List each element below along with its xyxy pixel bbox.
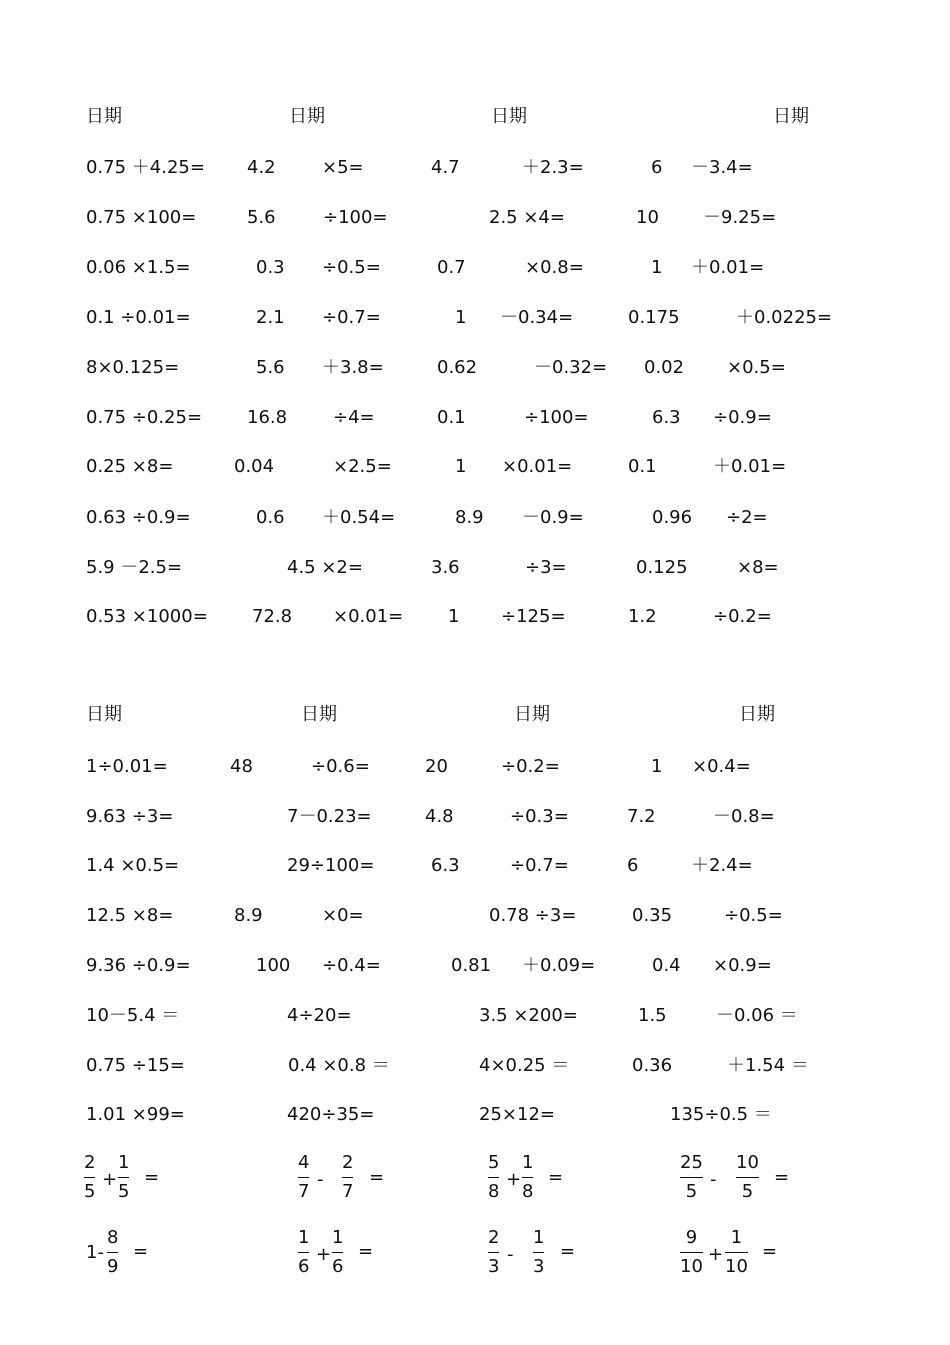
problem-text: ÷0.5=: [724, 905, 783, 926]
problem-text: ÷0.2=: [501, 756, 560, 777]
denominator: 8: [522, 1181, 534, 1202]
problem-text: ÷0.5=: [322, 257, 381, 278]
problem-text: ＋0.0225=: [736, 307, 833, 328]
numerator: 2: [342, 1152, 354, 1173]
problem-text: 4.7: [431, 157, 460, 178]
problem-text: ×0.5=: [727, 357, 786, 378]
fraction-bar: [680, 1177, 703, 1178]
problem-text: ÷0.9=: [713, 407, 772, 428]
problem-text: －9.25=: [703, 207, 777, 228]
denominator: 10: [680, 1256, 703, 1277]
problem-text: ÷0.3=: [510, 806, 569, 827]
denominator: 6: [298, 1256, 310, 1277]
problem-text: 0.6: [256, 507, 285, 528]
problem-text: 1: [651, 756, 663, 777]
denominator: 9: [107, 1256, 119, 1277]
problem-text: 16.8: [247, 407, 288, 428]
problem-text: 0.4: [652, 955, 681, 976]
problem-text: 6.3: [652, 407, 681, 428]
problem-text: ×0=: [322, 905, 364, 926]
problem-text: －0.32=: [534, 357, 608, 378]
problem-text: 72.8: [252, 606, 293, 627]
problem-text: 4×0.25 ＝: [479, 1055, 570, 1076]
date-label: 日期: [514, 704, 550, 725]
fraction: [680, 1227, 703, 1278]
fraction: [107, 1227, 118, 1278]
problem-text: 0.63 ÷0.9=: [86, 507, 191, 528]
fraction-bar: [533, 1252, 544, 1253]
problem-text: ×2.5=: [333, 456, 392, 477]
problem-text: ×0.9=: [713, 955, 772, 976]
fraction-bar: [488, 1252, 499, 1253]
problem-text: ＋0.09=: [522, 955, 596, 976]
fraction: [680, 1152, 703, 1203]
problem-text: 1÷0.01=: [86, 756, 168, 777]
problem-text: 3.6: [431, 557, 460, 578]
problem-text: 0.62: [437, 357, 478, 378]
numerator: 1: [298, 1227, 310, 1248]
problem-text: 0.1: [628, 456, 657, 477]
numerator: 1: [522, 1152, 534, 1173]
equals-sign: =: [133, 1241, 149, 1262]
fraction-bar: [84, 1177, 95, 1178]
problem-text: ×0.01=: [333, 606, 404, 627]
denominator: 3: [488, 1256, 500, 1277]
operator: +: [506, 1169, 522, 1190]
date-label: 日期: [773, 106, 809, 127]
problem-text: 8×0.125=: [86, 357, 180, 378]
date-label: 日期: [86, 704, 122, 725]
leading-term: 1-: [86, 1242, 104, 1263]
problem-text: 0.53 ×1000=: [86, 606, 208, 627]
problem-text: 8.9: [234, 905, 263, 926]
fraction-bar: [107, 1252, 118, 1253]
denominator: 8: [488, 1181, 500, 1202]
fraction: [118, 1152, 129, 1203]
numerator: 4: [298, 1152, 310, 1173]
problem-text: 9.63 ÷3=: [86, 806, 174, 827]
equals-sign: =: [774, 1167, 790, 1188]
denominator: 6: [332, 1256, 344, 1277]
problem-text: ＋0.54=: [322, 507, 396, 528]
problem-text: ÷0.6=: [311, 756, 370, 777]
numerator: 1: [118, 1152, 130, 1173]
problem-text: ÷0.7=: [510, 855, 569, 876]
problem-text: 0.175: [628, 307, 680, 328]
operator: -: [317, 1169, 324, 1190]
fraction-bar: [488, 1177, 499, 1178]
numerator: 25: [680, 1152, 703, 1173]
fraction: [84, 1152, 95, 1203]
problem-text: ＋0.01=: [713, 456, 787, 477]
problem-text: ÷2=: [726, 507, 768, 528]
fraction-bar: [522, 1177, 533, 1178]
problem-text: 4.2: [247, 157, 276, 178]
numerator: 1: [730, 1227, 743, 1248]
numerator: 9: [685, 1227, 698, 1248]
problem-text: ÷100=: [524, 407, 589, 428]
problem-text: 0.1: [437, 407, 466, 428]
problem-text: 0.25 ×8=: [86, 456, 174, 477]
problem-text: ＋2.4=: [691, 855, 753, 876]
problem-text: 4.5 ×2=: [287, 557, 363, 578]
problem-text: ×5=: [322, 157, 364, 178]
fraction-bar: [736, 1177, 759, 1178]
denominator: 5: [685, 1181, 698, 1202]
denominator: 10: [725, 1256, 748, 1277]
date-label: 日期: [491, 106, 527, 127]
problem-text: 0.3: [256, 257, 285, 278]
problem-text: 2.1: [256, 307, 285, 328]
problem-text: ÷125=: [501, 606, 566, 627]
problem-text: 0.36: [632, 1055, 673, 1076]
problem-text: －3.4=: [691, 157, 753, 178]
problem-text: 5.6: [256, 357, 285, 378]
fraction: [298, 1227, 309, 1278]
problem-text: 0.35: [632, 905, 673, 926]
problem-text: 0.02: [644, 357, 685, 378]
problem-text: 0.06 ×1.5=: [86, 257, 191, 278]
problem-text: 0.125: [636, 557, 688, 578]
problem-text: 0.1 ÷0.01=: [86, 307, 191, 328]
problem-text: 420÷35=: [287, 1104, 375, 1125]
problem-text: 12.5 ×8=: [86, 905, 174, 926]
problem-text: 100: [256, 955, 291, 976]
fraction: [533, 1227, 544, 1278]
numerator: 10: [736, 1152, 759, 1173]
problem-text: 1.2: [628, 606, 657, 627]
problem-text: ×8=: [737, 557, 779, 578]
problem-text: 0.81: [451, 955, 492, 976]
problem-text: ×0.4=: [692, 756, 751, 777]
operator: +: [102, 1169, 118, 1190]
problem-text: 4.8: [425, 806, 454, 827]
problem-text: ÷0.2=: [713, 606, 772, 627]
numerator: 5: [488, 1152, 500, 1173]
fraction: [522, 1152, 533, 1203]
fraction: [298, 1152, 309, 1203]
numerator: 2: [84, 1152, 96, 1173]
equals-sign: =: [144, 1167, 160, 1188]
fraction: [488, 1227, 499, 1278]
denominator: 5: [118, 1181, 130, 1202]
denominator: 3: [533, 1256, 545, 1277]
date-label: 日期: [86, 106, 122, 127]
problem-text: 0.96: [652, 507, 693, 528]
denominator: 7: [298, 1181, 310, 1202]
problem-text: 1: [455, 307, 467, 328]
problem-text: 0.78 ÷3=: [489, 905, 577, 926]
problem-text: 1: [448, 606, 460, 627]
problem-text: 2.5 ×4=: [489, 207, 565, 228]
equals-sign: =: [358, 1241, 374, 1262]
fraction-bar: [342, 1177, 353, 1178]
problem-text: 0.75 ×100=: [86, 207, 197, 228]
numerator: 1: [533, 1227, 545, 1248]
operator: +: [708, 1244, 724, 1265]
problem-text: ＋2.3=: [522, 157, 584, 178]
problem-text: 3.5 ×200=: [479, 1005, 578, 1026]
problem-text: 7－0.23=: [287, 806, 372, 827]
operator: +: [316, 1244, 332, 1265]
problem-text: ×0.8=: [525, 257, 584, 278]
problem-text: ×0.01=: [502, 456, 573, 477]
fraction: [342, 1152, 353, 1203]
problem-text: ＋3.8=: [322, 357, 384, 378]
problem-text: 10: [636, 207, 659, 228]
problem-text: 1.01 ×99=: [86, 1104, 185, 1125]
equals-sign: =: [369, 1167, 385, 1188]
date-label: 日期: [289, 106, 325, 127]
numerator: 1: [332, 1227, 344, 1248]
problem-text: 0.7: [437, 257, 466, 278]
fraction-bar: [680, 1252, 703, 1253]
problem-text: 0.4 ×0.8 ＝: [288, 1055, 390, 1076]
operator: -: [507, 1244, 514, 1265]
fraction-bar: [332, 1252, 343, 1253]
problem-text: 1.5: [638, 1005, 667, 1026]
problem-text: ＋1.54 ＝: [727, 1055, 809, 1076]
problem-text: 9.36 ÷0.9=: [86, 955, 191, 976]
equals-sign: =: [762, 1241, 778, 1262]
denominator: 7: [342, 1181, 354, 1202]
problem-text: ＋0.01=: [691, 257, 765, 278]
problem-text: 20: [425, 756, 448, 777]
problem-text: 48: [230, 756, 253, 777]
problem-text: －0.8=: [713, 806, 775, 827]
problem-text: －0.34=: [500, 307, 574, 328]
numerator: 2: [488, 1227, 500, 1248]
operator: -: [710, 1169, 717, 1190]
problem-text: ÷100=: [323, 207, 388, 228]
problem-text: 25×12=: [479, 1104, 555, 1125]
problem-text: ÷4=: [333, 407, 375, 428]
problem-text: 8.9: [455, 507, 484, 528]
equals-sign: =: [560, 1241, 576, 1262]
problem-text: 6.3: [431, 855, 460, 876]
date-label: 日期: [739, 704, 775, 725]
problem-text: 0.04: [234, 456, 275, 477]
problem-text: ÷0.4=: [322, 955, 381, 976]
denominator: 5: [84, 1181, 96, 1202]
numerator: 8: [107, 1227, 119, 1248]
problem-text: 4÷20=: [287, 1005, 352, 1026]
fraction-bar: [118, 1177, 129, 1178]
problem-text: 10－5.4 ＝: [86, 1005, 180, 1026]
problem-text: －0.06 ＝: [716, 1005, 798, 1026]
fraction: [736, 1152, 759, 1203]
fraction-bar: [725, 1252, 748, 1253]
problem-text: 1.4 ×0.5=: [86, 855, 180, 876]
problem-text: 1: [651, 257, 663, 278]
date-label: 日期: [301, 704, 337, 725]
problem-text: 0.75 ÷15=: [86, 1055, 185, 1076]
fraction-bar: [298, 1252, 309, 1253]
problem-text: ÷0.7=: [322, 307, 381, 328]
fraction-bar: [298, 1177, 309, 1178]
fraction: [332, 1227, 343, 1278]
problem-text: 5.6: [247, 207, 276, 228]
problem-text: 6: [627, 855, 639, 876]
problem-text: 29÷100=: [287, 855, 375, 876]
problem-text: 1: [455, 456, 467, 477]
problem-text: －0.9=: [522, 507, 584, 528]
problem-text: 135÷0.5 ＝: [670, 1104, 772, 1125]
denominator: 5: [741, 1181, 754, 1202]
problem-text: 0.75 ÷0.25=: [86, 407, 203, 428]
problem-text: 6: [651, 157, 663, 178]
problem-text: 5.9 －2.5=: [86, 557, 183, 578]
problem-text: 7.2: [627, 806, 656, 827]
fraction: [488, 1152, 499, 1203]
problem-text: 0.75 ＋4.25=: [86, 157, 205, 178]
equals-sign: =: [548, 1167, 564, 1188]
fraction: [725, 1227, 748, 1278]
problem-text: ÷3=: [525, 557, 567, 578]
